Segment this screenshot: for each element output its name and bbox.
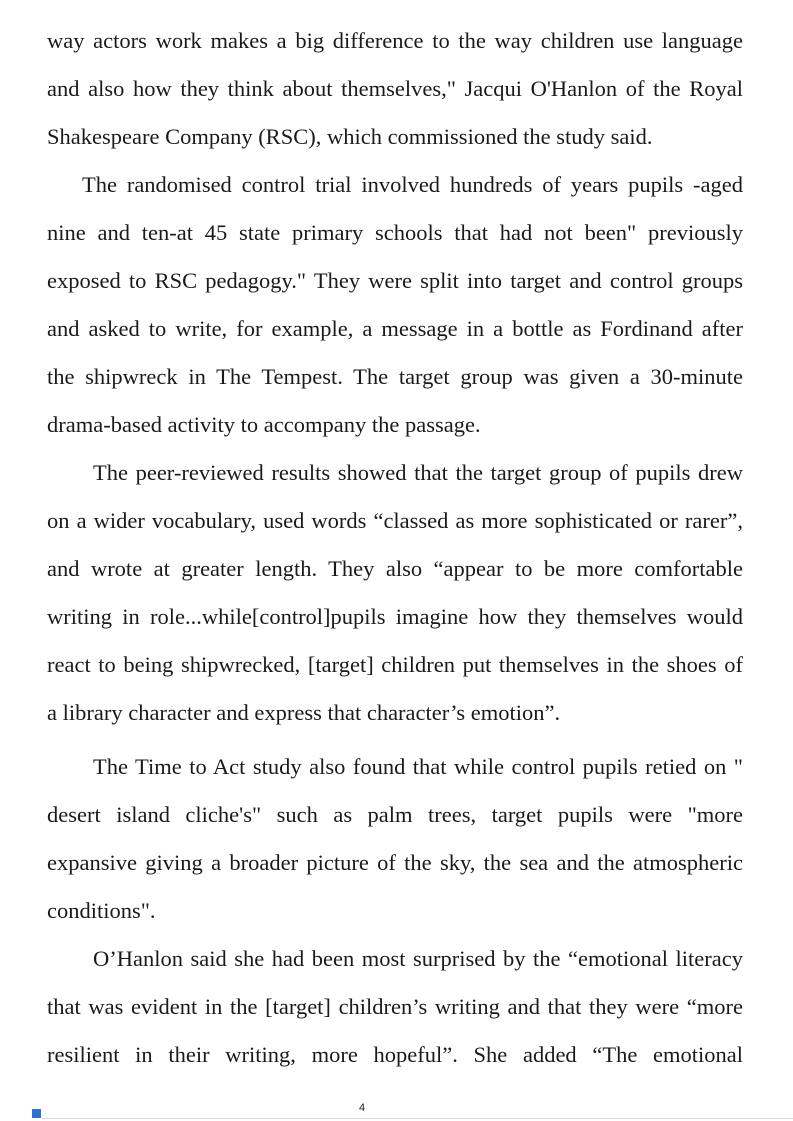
paragraph-1 xyxy=(47,17,743,161)
paragraph-2 xyxy=(47,161,743,449)
paragraph-line: on a wider vocabulary, used words “classed as more sophisticated or rarer”, xyxy=(47,508,743,533)
paragraph-line: writing in role...while[control]pupils imagine how they themselves would xyxy=(47,604,743,629)
blue-square-marker xyxy=(32,1109,41,1118)
paragraph-line: a library character and express that character’s emotion”. xyxy=(47,700,561,725)
paragraph-line: and wrote at greater length. They also “appear to be more comfortable xyxy=(47,556,743,581)
paragraph-line: expansive giving a broader picture of the sky, the sea and the atmospheric xyxy=(47,850,743,875)
paragraph-line: The randomised control trial involved hundreds of years pupils -aged xyxy=(82,172,743,197)
document-body xyxy=(47,17,743,1079)
paragraph-line: react to being shipwrecked, [target] children put themselves in the shoes of xyxy=(47,652,743,677)
paragraph-line: O’Hanlon said she had been most surprised by the “emotional literacy xyxy=(93,946,743,971)
paragraph-line: The peer-reviewed results showed that the target group of pupils drew xyxy=(93,460,743,485)
paragraph-5 xyxy=(47,935,743,1079)
paragraph-line: way actors work makes a big difference to the way children use language xyxy=(47,28,743,53)
paragraph-line: the shipwreck in The Tempest. The target group was given a 30-minute xyxy=(47,364,743,389)
paragraph-3 xyxy=(47,449,743,737)
page-number: 4 xyxy=(358,1102,366,1114)
paragraph-line: desert island cliche's" such as palm trees, target pupils were "more xyxy=(47,802,743,827)
paragraph-line: and asked to write, for example, a message in a bottle as Fordinand after xyxy=(47,316,743,341)
paragraph-line: nine and ten-at 45 state primary schools that had not been" previously xyxy=(47,220,743,245)
paragraph-line: exposed to RSC pedagogy." They were split into target and control groups xyxy=(47,268,743,293)
paragraph-line: resilient in their writing, more hopeful”. She added “The emotional xyxy=(47,1042,743,1067)
paragraph-line: Shakespeare Company (RSC), which commissioned the study said. xyxy=(47,124,653,149)
paragraph-line: and also how they think about themselves," Jacqui O'Hanlon of the Royal xyxy=(47,76,743,101)
paragraph-4 xyxy=(47,743,743,935)
paragraph-line: conditions". xyxy=(47,898,156,923)
bottom-divider xyxy=(42,1118,793,1119)
paragraph-line: drama-based activity to accompany the passage. xyxy=(47,412,481,437)
paragraph-line: The Time to Act study also found that while control pupils retied on " xyxy=(93,754,743,779)
paragraph-line: that was evident in the [target] children’s writing and that they were “more xyxy=(47,994,743,1019)
